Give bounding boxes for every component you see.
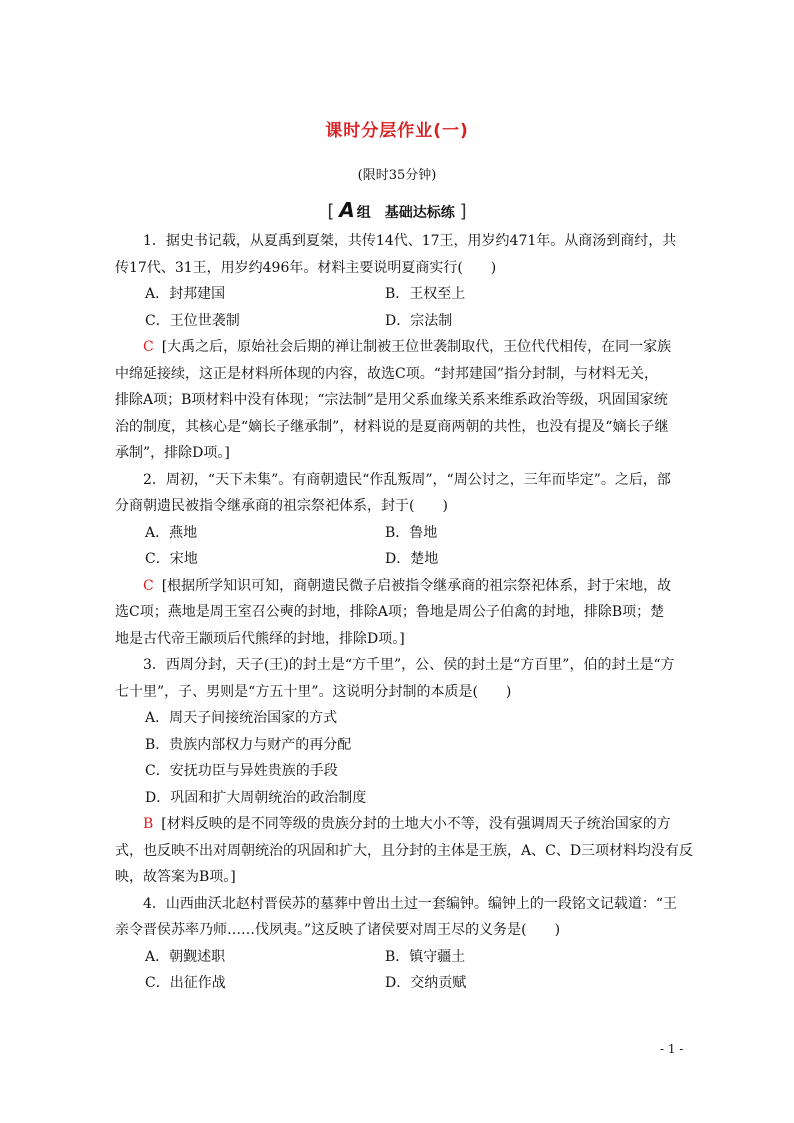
answer-text: [大禹之后，原始社会后期的禅让制被王位世袭制取代，王位代代相传，在同一家族 xyxy=(161,339,672,355)
question-stem-line: 2．周初，“天下未集”。有商朝遗民“作乱叛周”，“周公讨之，三年而毕定”。之后，部 xyxy=(143,471,671,488)
option-a: A．燕地 xyxy=(145,524,198,541)
option-row xyxy=(115,520,681,547)
answer-key: C xyxy=(143,339,154,355)
option-b: B．王权至上 xyxy=(385,286,466,302)
page-number: - 1 - xyxy=(660,1042,684,1056)
answer-explanation-line xyxy=(115,811,681,838)
question-stem-line: 亲令晋侯苏率乃师……伐夙夷。”这反映了诸侯要对周王尽的义务是( ) xyxy=(115,922,561,938)
question-stem-line: 4．山西曲沃北赵村晋侯苏的墓葬中曾出土过一套编钟。编钟上的一段铭文记载道：“王 xyxy=(143,895,678,912)
option-row xyxy=(115,546,681,573)
answer-explanation-line: 中绵延接续，这正是材料所体现的内容，故选C项。“封邦建国”指分封制，与材料无关， xyxy=(115,365,659,382)
option-b: B．贵族内部权力与财产的再分配 xyxy=(145,736,352,753)
group-letter: A xyxy=(339,198,355,222)
question-2 xyxy=(115,467,681,653)
question-3 xyxy=(115,652,694,891)
answer-explanation-line: 承制”，排除D项。] xyxy=(115,445,230,461)
option-row xyxy=(115,308,681,335)
option-a: A．周天子间接统治国家的方式 xyxy=(145,710,338,726)
group-label-text: 组 基础达标练 xyxy=(356,205,455,221)
questions-area xyxy=(115,228,694,997)
option-b: B．鲁地 xyxy=(385,524,438,541)
answer-explanation-line: 排除A项；B项材料中没有体现；“宗法制”是用父系血缘关系来维系政治等级，巩固国家统 xyxy=(115,392,668,408)
option-b: B．镇守疆土 xyxy=(385,948,466,965)
answer-explanation-line: 选C项；燕地是周王室召公奭的封地，排除A项；鲁地是周公子伯禽的封地，排除B项；楚 xyxy=(115,604,665,620)
answer-text: [根据所学知识可知，商朝遗民微子启被指令继承商的祖宗祭祀体系，封于宋地，故 xyxy=(161,577,672,594)
question-stem-line: 传17代、31王，用岁约496年。材料主要说明夏商实行( ) xyxy=(115,259,497,276)
answer-explanation-line: 地是古代帝王颛顼后代熊绎的封地，排除D项。] xyxy=(115,630,405,647)
bracket-open: [ xyxy=(327,201,335,222)
question-stem-line: 七十里”，子、男则是“方五十里”。这说明分封制的本质是( ) xyxy=(115,683,512,700)
option-c: C．安抚功臣与异姓贵族的手段 xyxy=(145,763,338,779)
option-d: D．巩固和扩大周朝统治的政治制度 xyxy=(145,789,367,806)
option-d: D．交纳贡赋 xyxy=(385,975,467,991)
answer-explanation-line xyxy=(115,334,681,361)
answer-key: C xyxy=(143,577,154,594)
bracket-close: ] xyxy=(459,201,467,222)
question-1 xyxy=(115,228,681,467)
option-row xyxy=(115,281,681,308)
option-c: C．宋地 xyxy=(145,551,198,567)
option-d: D．宗法制 xyxy=(385,312,453,329)
question-4 xyxy=(115,891,681,997)
option-c: C．王位世袭制 xyxy=(145,312,240,329)
answer-explanation-line xyxy=(115,573,681,600)
option-row xyxy=(115,970,681,997)
option-c: C．出征作战 xyxy=(145,975,226,991)
answer-explanation-line: 治的制度，其核心是“嫡长子继承制”，材料说的是夏商两朝的共性，也没有提及“嫡长子继 xyxy=(115,418,669,435)
question-stem-line: 3．西周分封，天子(王)的封土是“方千里”，公、侯的封土是“方百里”，伯的封土是“方 xyxy=(143,657,675,673)
page-title: 课时分层作业(一) xyxy=(325,121,469,141)
answer-explanation-line: 式，也反映不出对周朝统治的巩固和扩大，且分封的主体是王族，A、C、D三项材料均没有反 xyxy=(115,842,694,859)
option-a: A．封邦建国 xyxy=(145,286,226,302)
option-a: A．朝觐述职 xyxy=(145,948,226,965)
answer-text: [材料反映的是不同等级的贵族分封的土地大小不等，没有强调周天子统治国家的方 xyxy=(161,816,671,832)
answer-explanation-line: 映，故答案为B项。] xyxy=(115,869,236,885)
question-stem-line: 1．据史书记载，从夏禹到夏桀，共传14代、17王，用岁约471年。从商汤到商纣，共 xyxy=(143,233,677,249)
question-stem-line: 分商朝遗民被指令继承商的祖宗祭祀体系，封于( ) xyxy=(115,498,448,514)
time-limit: (限时35分钟) xyxy=(357,168,437,183)
answer-key: B xyxy=(143,816,154,832)
option-row xyxy=(115,944,681,971)
option-d: D．楚地 xyxy=(385,551,439,567)
group-heading xyxy=(0,198,794,222)
